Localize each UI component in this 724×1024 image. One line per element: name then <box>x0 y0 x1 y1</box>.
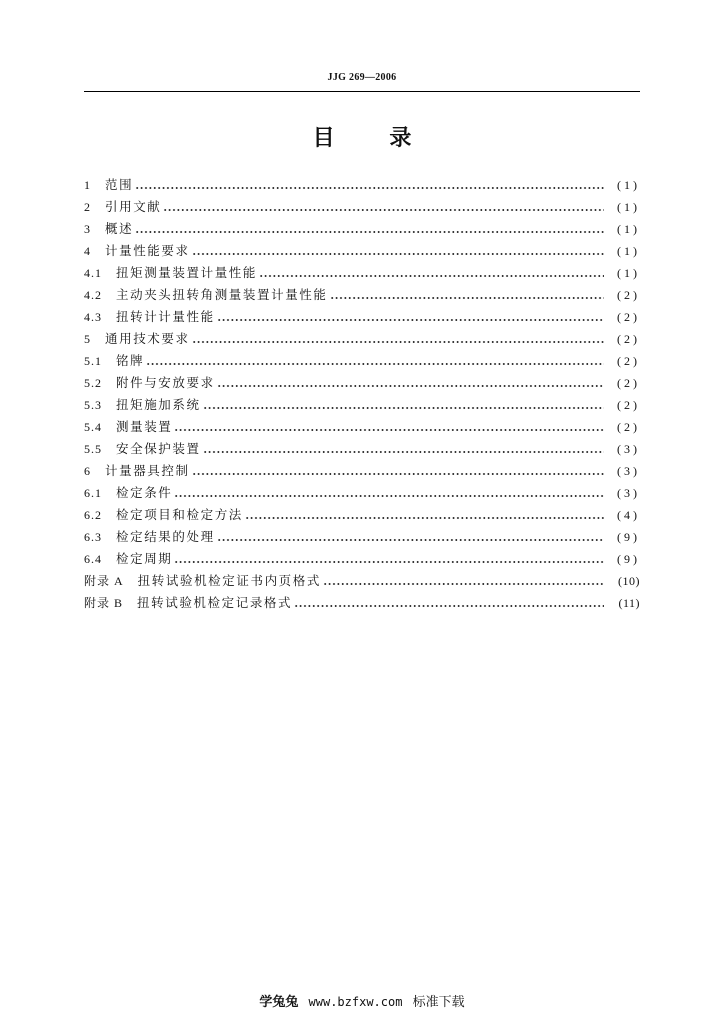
toc-entry-page: (2) <box>617 420 640 434</box>
dot-leader <box>192 472 604 476</box>
toc-entry-title: 计量性能要求 <box>105 243 190 258</box>
table-of-contents <box>84 174 640 614</box>
dot-leader <box>135 186 604 190</box>
toc-entry-number: 4.1 <box>84 266 102 280</box>
toc-entry-number: 6.1 <box>84 486 102 500</box>
toc-entry-number: 附录 B <box>84 596 124 610</box>
toc-entry <box>84 592 640 614</box>
toc-entry-page: (3) <box>617 486 640 500</box>
toc-entry-number: 6.2 <box>84 508 102 522</box>
toc-entry-number: 附录 A <box>84 574 124 588</box>
document-code: JJG 269—2006 <box>327 72 397 83</box>
toc-entry-title: 安全保护装置 <box>116 441 201 456</box>
toc-entry <box>84 548 640 570</box>
header-rule <box>84 91 640 92</box>
dot-leader <box>174 428 604 432</box>
toc-entry-page: (2) <box>617 288 640 302</box>
toc-entry-title: 铭牌 <box>116 353 145 368</box>
toc-entry <box>84 438 640 460</box>
dot-leader <box>146 362 604 366</box>
toc-entry <box>84 262 640 284</box>
dot-leader <box>135 230 604 234</box>
toc-entry-number: 6 <box>84 464 91 478</box>
toc-entry <box>84 196 640 218</box>
toc-entry-title: 检定条件 <box>116 485 173 500</box>
toc-entry-page: (3) <box>617 442 640 456</box>
toc-entry <box>84 284 640 306</box>
toc-entry-title: 检定项目和检定方法 <box>116 507 243 522</box>
footer-label: 标准下载 <box>412 995 465 1010</box>
footer-url: www.bzfxw.com <box>308 995 403 1009</box>
toc-entry <box>84 570 640 592</box>
toc-entry-title: 主动夹头扭转角测量装置计量性能 <box>116 287 328 302</box>
dot-leader <box>163 208 604 212</box>
toc-entry-number: 6.3 <box>84 530 102 544</box>
dot-leader <box>203 406 604 410</box>
toc-entry-number: 2 <box>84 200 91 214</box>
toc-entry-page: (2) <box>617 376 640 390</box>
toc-entry-title: 范围 <box>105 177 134 192</box>
toc-entry <box>84 482 640 504</box>
toc-entry <box>84 372 640 394</box>
dot-leader <box>192 340 604 344</box>
dot-leader <box>192 252 604 256</box>
dot-leader <box>203 450 604 454</box>
toc-entry-page: (1) <box>617 200 640 214</box>
toc-entry-title: 通用技术要求 <box>105 331 190 346</box>
toc-entry-page: (1) <box>617 222 640 236</box>
toc-entry-page: (2) <box>617 332 640 346</box>
toc-entry-number: 6.4 <box>84 552 102 566</box>
toc-entry-page: (1) <box>617 244 640 258</box>
toc-entry-title: 扭矩施加系统 <box>116 397 201 412</box>
dot-leader <box>174 560 604 564</box>
toc-entry-number: 1 <box>84 178 91 192</box>
toc-entry-number: 5.1 <box>84 354 102 368</box>
toc-entry <box>84 328 640 350</box>
toc-entry-number: 5.2 <box>84 376 102 390</box>
toc-entry <box>84 504 640 526</box>
toc-entry-title: 计量器具控制 <box>105 463 190 478</box>
toc-entry-title: 扭矩测量装置计量性能 <box>116 265 258 280</box>
toc-entry-page: (2) <box>617 398 640 412</box>
toc-entry-number: 3 <box>84 222 91 236</box>
toc-entry-page: (11) <box>618 596 640 610</box>
toc-entry <box>84 350 640 372</box>
toc-entry <box>84 416 640 438</box>
toc-entry-number: 4.2 <box>84 288 102 302</box>
dot-leader <box>323 582 604 586</box>
toc-entry <box>84 306 640 328</box>
toc-entry-title: 扭转试验机检定记录格式 <box>137 595 293 610</box>
toc-entry-number: 5.5 <box>84 442 102 456</box>
toc-entry-title: 扭转计计量性能 <box>116 309 215 324</box>
toc-entry <box>84 174 640 196</box>
toc-entry-title: 附件与安放要求 <box>116 375 215 390</box>
toc-entry <box>84 394 640 416</box>
toc-entry-title: 测量装置 <box>116 419 173 434</box>
toc-entry-number: 5.3 <box>84 398 102 412</box>
dot-leader <box>217 318 604 322</box>
toc-entry-title: 检定结果的处理 <box>116 529 215 544</box>
toc-entry-page: (4) <box>617 508 640 522</box>
toc-entry-title: 检定周期 <box>116 551 173 566</box>
dot-leader <box>294 604 604 608</box>
page-title: 目 录 <box>312 125 412 151</box>
dot-leader <box>259 274 604 278</box>
toc-entry <box>84 460 640 482</box>
toc-entry-page: (9) <box>617 552 640 566</box>
toc-entry-page: (9) <box>617 530 640 544</box>
toc-entry <box>84 218 640 240</box>
dot-leader <box>245 516 604 520</box>
toc-entry-page: (2) <box>617 354 640 368</box>
toc-entry-page: (2) <box>617 310 640 324</box>
footer-watermark <box>0 993 724 1012</box>
dot-leader <box>217 384 604 388</box>
footer-brand: 学兔兔 <box>259 995 299 1010</box>
toc-entry-page: (1) <box>617 266 640 280</box>
toc-entry-title: 扭转试验机检定证书内页格式 <box>137 573 321 588</box>
toc-entry-number: 4.3 <box>84 310 102 324</box>
toc-entry-page: (10) <box>618 574 640 588</box>
toc-entry-page: (3) <box>617 464 640 478</box>
toc-entry-number: 5 <box>84 332 91 346</box>
toc-entry <box>84 240 640 262</box>
toc-entry-number: 4 <box>84 244 91 258</box>
dot-leader <box>217 538 604 542</box>
dot-leader <box>174 494 604 498</box>
toc-entry <box>84 526 640 548</box>
toc-entry-page: (1) <box>617 178 640 192</box>
toc-entry-title: 概述 <box>105 221 134 236</box>
toc-entry-title: 引用文献 <box>105 199 162 214</box>
toc-entry-number: 5.4 <box>84 420 102 434</box>
dot-leader <box>330 296 604 300</box>
